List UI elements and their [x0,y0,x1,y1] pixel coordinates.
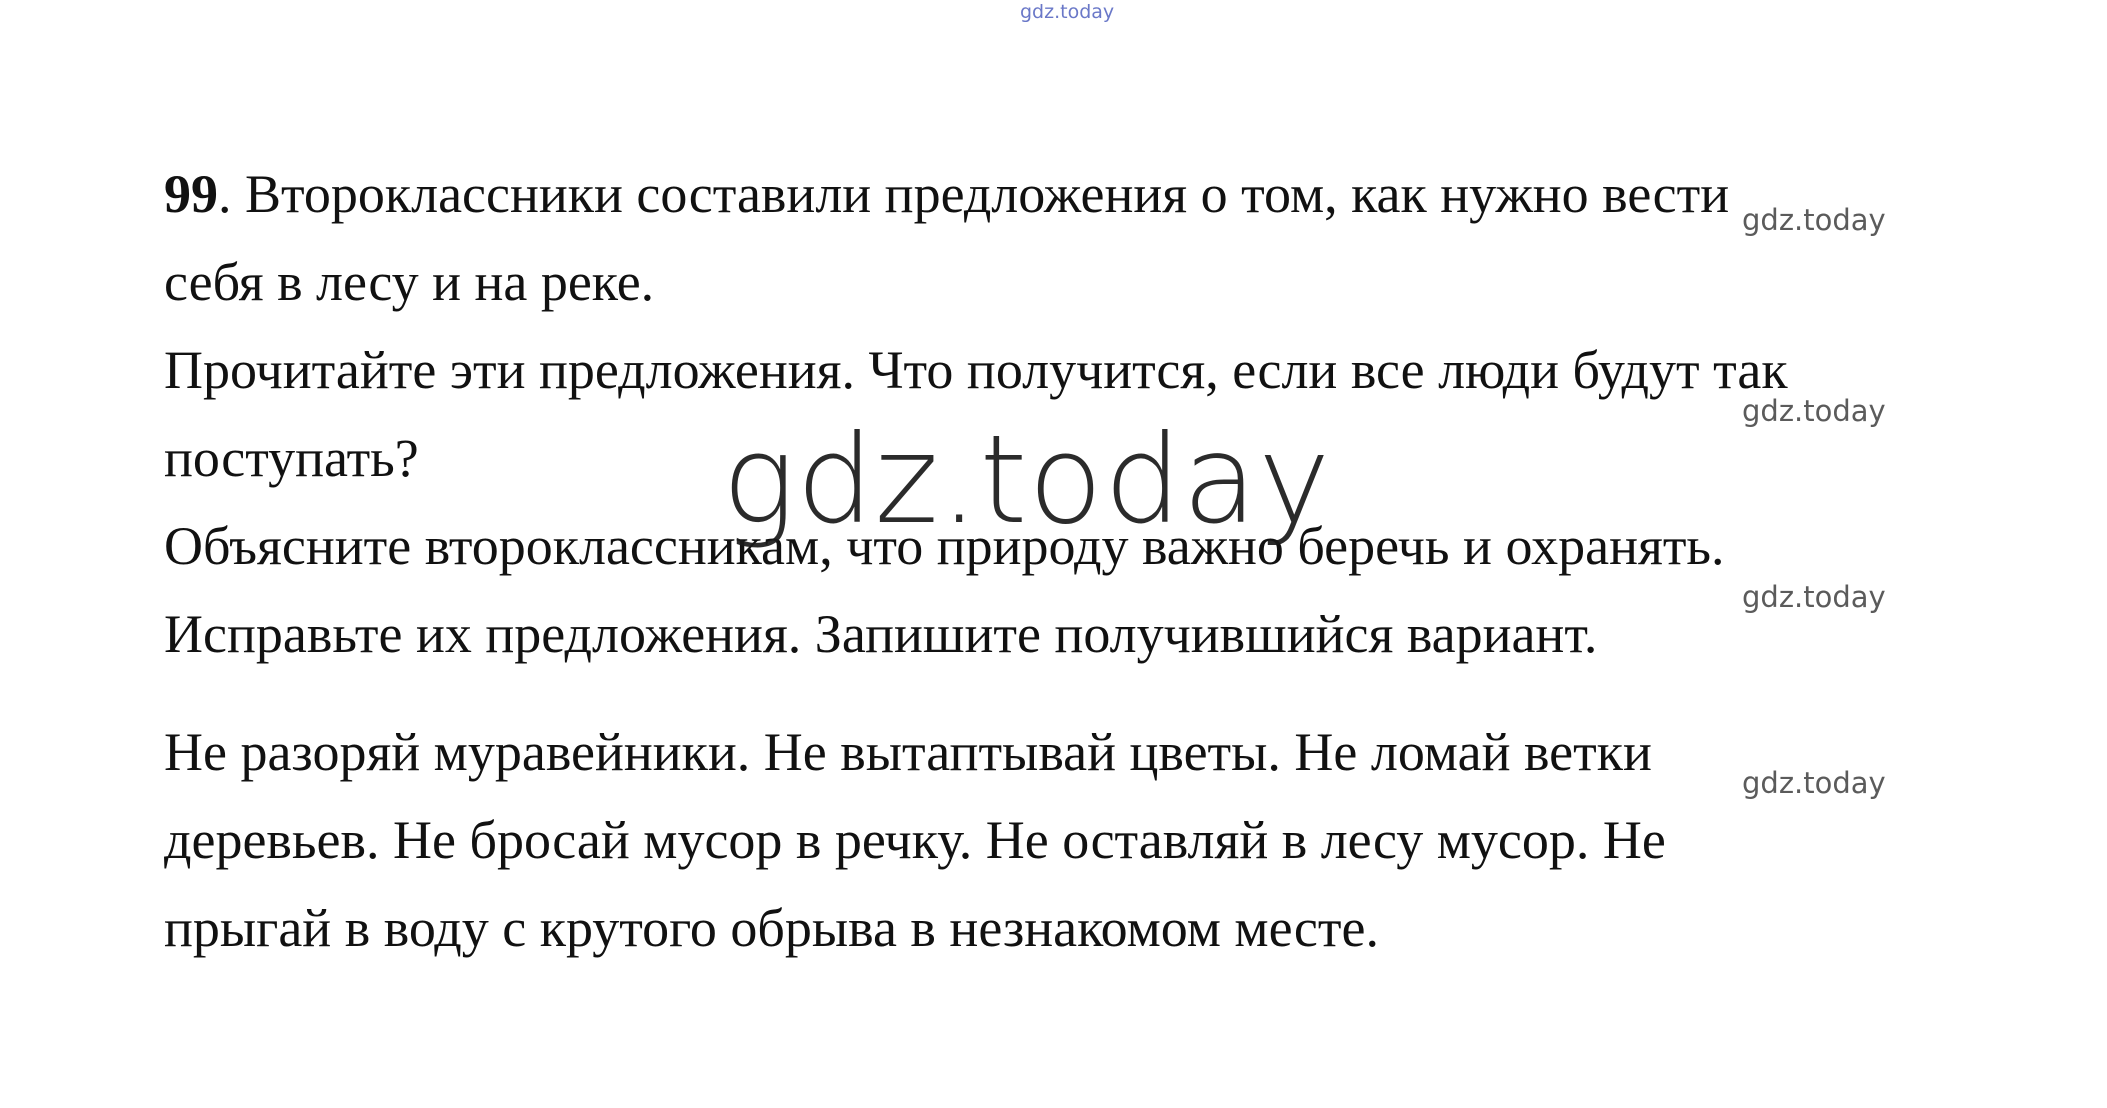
answer-line-1: Не разоряй муравейники. Не вытаптывай цветы. Не ломай ветки [164,722,1652,782]
task-line-4: поступать? [164,428,419,488]
small-watermark-3: gdz.today [1742,580,1886,614]
paragraph-gap [164,678,1964,708]
task-text: . Второклассники составили предложения о том, как нужно вести [218,164,1730,224]
task-line-6: Исправьте их предложения. Запишите получившийся вариант. [164,604,1598,664]
header-watermark: gdz.today [1020,1,1115,23]
task-line-2: себя в лесу и на реке. [164,252,655,312]
answer-line-3: прыгай в воду с крутого обрыва в незнакомом месте. [164,898,1379,958]
task-line-1 [164,150,1964,238]
task-line-5: Объясните второклассникам, что природу важно беречь и охранять. [164,516,1725,576]
small-watermark-1: gdz.today [1742,203,1886,237]
small-watermark-2: gdz.today [1742,394,1886,428]
small-watermark-4: gdz.today [1742,766,1886,800]
task-number: 99 [164,164,218,224]
big-watermark: gdz.today [722,409,1332,551]
task-line-3: Прочитайте эти предложения. Что получится, если все люди будут так [164,340,1788,400]
task-content [164,150,1964,972]
answer-line-2: деревьев. Не бросай мусор в речку. Не оставляй в лесу мусор. Не [164,810,1666,870]
